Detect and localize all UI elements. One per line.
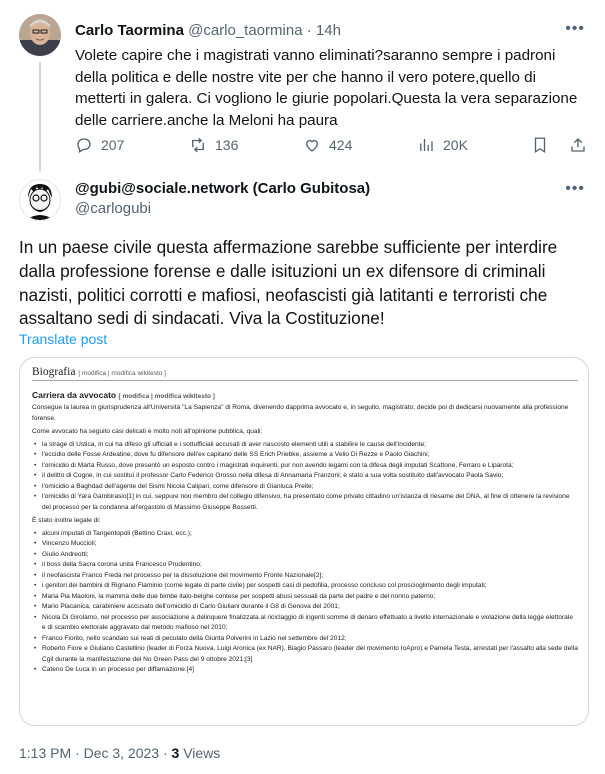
share-button[interactable]: [569, 136, 587, 154]
main-tweet-text: In un paese civile questa affermazione sarebbe sufficiente per interdire dalla professione forense e dalle isituzioni un ex difensore di criminali nazisti, politici corrotti e mafiosi, neofascisti già latitanti e terroristi che assaltano sedi di sindacati. Viva la Costituzione!: [19, 237, 558, 329]
avatar[interactable]: [19, 179, 61, 221]
like-button[interactable]: [303, 136, 352, 154]
more-options-icon[interactable]: •••: [565, 20, 585, 37]
parent-tweet-header: [75, 22, 341, 39]
thread-connector: [39, 62, 41, 172]
views-label: Views: [179, 745, 221, 761]
author-name[interactable]: Carlo Taormina: [75, 22, 184, 39]
list-item: • Roberto Fiore e Giuliano Castellino (leader di Forza Nuova, Luigi Aronica (ex NAR), Biagio Passaro (leader del movimento IoApro) e Pamela Testa, arrestati per l'assalto alla sede della Cgil durante la manifestazione dei No Green Pass del 9 ottobre 2021;[3]: [32, 644, 578, 665]
like-count: 424: [329, 137, 353, 153]
translate-post-link[interactable]: Translate post: [19, 331, 108, 347]
separator-dot: ·: [306, 22, 312, 39]
list-item: • Franco Fiorito, nello scandalo sui reati di peculato della Giunta Polverini in Lazio nel settembre del 2012;: [32, 634, 578, 645]
avatar[interactable]: [19, 14, 61, 56]
wiki-subsection-title: [32, 390, 578, 400]
wiki-subsection-text: Carriera da avvocato: [32, 390, 117, 400]
list-item: • Nicola Di Girolamo, nel processo per associazione a delinquere finalizzata al riciclaggio di ingenti somme di denaro effettuato a livello internazionale e violazione della legge elettorale e di scambio elettorale aggravato dal metodo mafioso nel 2010;: [32, 613, 578, 634]
bookmark-icon: [531, 136, 549, 154]
wiki-list-clients: [32, 529, 578, 676]
list-item: • Mario Placanica, carabiniere accusato dell'omicidio di Carlo Giuliani durante il G8 di Genova del 2001;: [32, 602, 578, 613]
list-item: • il delitto di Cogne, in cui sostituì il professor Carlo Federico Grosso nella difesa di Annamaria Franzoni; è stato a sua volta sostituito dall'avvocato Paola Savio;: [32, 471, 578, 482]
wikipedia-excerpt: [32, 366, 578, 676]
wiki-section-title: [32, 366, 578, 381]
wiki-edit-links: [ modifica | modifica wikitesto ]: [118, 393, 215, 400]
list-item: • alcuni imputati di Tangentopoli (Bettino Craxi, ecc.);: [32, 529, 578, 540]
reply-icon: [75, 136, 93, 154]
bookmark-button[interactable]: [531, 136, 549, 154]
repost-button[interactable]: [189, 136, 238, 154]
reply-count: 207: [101, 137, 125, 153]
author-handle[interactable]: @carlogubi: [75, 200, 152, 217]
reply-button[interactable]: [75, 136, 124, 154]
list-item: • l'omicidio a Baghdad dell'agente del Sismi Nicola Calipari, come difensore di Gianluca Preite;: [32, 482, 578, 493]
repost-count: 136: [215, 137, 239, 153]
heart-icon: [303, 136, 321, 154]
author-handle[interactable]: @carlo_taormina: [188, 22, 303, 39]
list-item: • l'omicidio di Marta Russo, dove presentò un esposto contro i magistrati inquirenti, pur non avendo legami con la difesa degli imputati Scattone, Ferraro e Liparota;: [32, 461, 578, 472]
views-count: 20K: [443, 137, 468, 153]
views-count: 3: [171, 745, 180, 761]
more-options-icon[interactable]: •••: [565, 180, 585, 197]
wiki-title-text: Biografia: [32, 366, 76, 378]
list-item: • Cateno De Luca in un processo per diffamazione.[4]: [32, 665, 578, 676]
list-item: • i genitori dei bambini di Rignano Flaminio (come legale di parte civile) per sospetti casi di pedofilia, processo concluso col proscioglimento degli imputati;: [32, 581, 578, 592]
parent-tweet-text: Volete capire che i magistrati vanno eliminati?saranno sempre i padroni della politica e delle nostre vite per che hanno il vero potere,quello di metterti in galera. Ci vogliono le giurie popolari.Questa la vera separazione delle carriere.anche la Meloni ha paura: [75, 47, 578, 129]
list-item: • il neofascista Franco Freda nel processo per la dissoluzione del movimento Fronte Nazionale[2];: [32, 571, 578, 582]
post-metadata: [19, 745, 220, 761]
wiki-list-cases: [32, 440, 578, 514]
list-item: • l'omicidio di Yara Gambirasio[1] in cui, seppure non membro del collegio difensivo, ha presentato come privato cittadino un'istanza di riesame del DNA, al fine di ottenere la revisione del processo per la condanna all'ergastolo di Massimo Giuseppe Bossetti.: [32, 492, 578, 513]
list-item: • il boss della Sacra corona unita Francesco Prudentino;: [32, 560, 578, 571]
attached-image[interactable]: [19, 357, 589, 726]
post-age[interactable]: 14h: [315, 22, 341, 39]
action-bar: [75, 136, 590, 156]
list-item: • la strage di Ustica, in cui ha difeso gli ufficiali e i sottufficiali accusati di aver nascosto elementi utili a stabilire le cause dell'incidente;: [32, 440, 578, 451]
analytics-icon: [417, 136, 435, 154]
views-button[interactable]: [417, 136, 468, 154]
wiki-paragraph: Consegue la laurea in giurisprudenza all'Università "La Sapienza" di Roma, divenendo dapprima avvocato e, in seguito, magistrato; decide poi di dedicarsi nuovamente alla professione forense.: [32, 404, 569, 422]
wiki-paragraph: È stato inoltre legale di:: [32, 517, 101, 524]
list-item: • Vincenzo Muccioli;: [32, 539, 578, 550]
author-name[interactable]: @gubi@sociale.network (Carlo Gubitosa): [75, 180, 371, 197]
share-icon: [569, 136, 587, 154]
wiki-paragraph: Come avvocato ha seguito casi delicati e molto noti all'opinione pubblica, quali:: [32, 428, 263, 435]
list-item: • Maria Pia Maoloni, la mamma delle due bimbe italo-belghe contese per sospetti abusi sessuali da parte del padre e del nonno paterno;: [32, 592, 578, 603]
post-timestamp[interactable]: 1:13 PM · Dec 3, 2023 ·: [19, 745, 172, 761]
list-item: • l'eccidio delle Fosse Ardeatine, dove fu difensore dell'ex capitano delle SS Erich Priebke, assieme a Velio Di Rezze e Paolo Giachini;: [32, 450, 578, 461]
list-item: • Giulio Andreotti;: [32, 550, 578, 561]
repost-icon: [189, 136, 207, 154]
parent-tweet[interactable]: [0, 0, 605, 172]
wiki-edit-links: [ modifica | modifica wikitesto ]: [78, 370, 166, 377]
